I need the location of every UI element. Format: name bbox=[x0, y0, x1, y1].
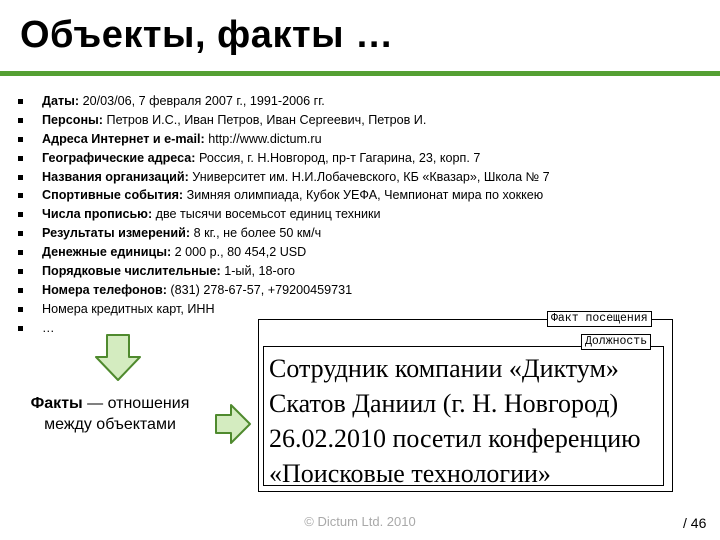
title-divider bbox=[0, 71, 720, 76]
list-item bbox=[18, 300, 550, 319]
item-label: Даты: bbox=[42, 94, 80, 108]
item-label: Порядковые числительные: bbox=[42, 264, 221, 279]
item-label: Спортивные события: bbox=[42, 188, 184, 203]
bullet-icon bbox=[18, 212, 23, 217]
caption-rest: — отношения между объектами bbox=[44, 395, 190, 433]
bullet-icon bbox=[18, 99, 23, 104]
list-item bbox=[18, 243, 550, 262]
item-text: две тысячи восемьсот единиц техники bbox=[152, 207, 381, 222]
item-text: 1-ый, 18-ого bbox=[220, 264, 296, 279]
example-sentence bbox=[269, 351, 641, 491]
footer-copyright: © Dictum Ltd. 2010 bbox=[304, 514, 416, 529]
bullet-icon bbox=[18, 137, 23, 142]
facts-list bbox=[18, 92, 550, 338]
item-text: … bbox=[42, 320, 55, 335]
item-label: Географические адреса: bbox=[42, 150, 196, 165]
example-line: 26.02.2010 посетил конференцию bbox=[269, 424, 641, 453]
list-item bbox=[18, 168, 550, 187]
list-item bbox=[18, 111, 550, 130]
example-line: «Поисковые технологии» bbox=[269, 459, 551, 488]
bullet-icon bbox=[18, 250, 23, 255]
item-label: Персоны: bbox=[42, 112, 104, 127]
item-text: (831) 278-67-57, +79200459731 bbox=[166, 282, 353, 297]
slide-title: Объекты, факты … bbox=[20, 14, 394, 56]
caption-bold: Факты bbox=[30, 395, 83, 412]
tag-role: Должность bbox=[581, 334, 651, 350]
example-line: Сотрудник компании «Диктум» bbox=[269, 354, 619, 383]
example-line: Скатов Даниил (г. Н. Новгород) bbox=[269, 389, 619, 418]
bullet-icon bbox=[18, 156, 23, 161]
item-text: Университет им. Н.И.Лобачевского, КБ «Квазар», Школа № 7 bbox=[188, 169, 550, 184]
item-text: 20/03/06, 7 февраля 2007 г., 1991-2006 гг. bbox=[79, 94, 325, 108]
bullet-icon bbox=[18, 118, 23, 123]
tag-visit-fact: Факт посещения bbox=[547, 311, 652, 327]
item-text: Петров И.С., Иван Петров, Иван Сергеевич, Петров И. bbox=[103, 112, 427, 127]
list-item bbox=[18, 205, 550, 224]
bullet-icon bbox=[18, 269, 23, 274]
list-item bbox=[18, 130, 550, 149]
item-text: 8 кг., не более 50 км/ч bbox=[190, 226, 322, 241]
item-text: Номера кредитных карт, ИНН bbox=[42, 301, 215, 316]
item-label: Числа прописью: bbox=[42, 207, 153, 222]
item-label: Результаты измерений: bbox=[42, 226, 191, 241]
item-label: Адреса Интернет и e-mail: bbox=[42, 131, 205, 146]
bullet-icon bbox=[18, 175, 23, 180]
arrow-right-icon bbox=[214, 402, 252, 446]
list-item bbox=[18, 262, 550, 281]
list-item bbox=[18, 92, 550, 111]
facts-caption bbox=[20, 393, 200, 435]
bullet-icon bbox=[18, 326, 23, 331]
bullet-icon bbox=[18, 288, 23, 293]
item-text: 2 000 р., 80 454,2 USD bbox=[171, 245, 307, 260]
list-item bbox=[18, 281, 550, 300]
item-label: Номера телефонов: bbox=[42, 282, 167, 297]
bullet-icon bbox=[18, 193, 23, 198]
item-label: Названия организаций: bbox=[42, 169, 189, 184]
bullet-icon bbox=[18, 307, 23, 312]
list-item bbox=[18, 186, 550, 205]
item-text: http://www.dictum.ru bbox=[204, 131, 322, 146]
list-item bbox=[18, 149, 550, 168]
arrow-down-icon bbox=[93, 333, 143, 383]
list-item bbox=[18, 224, 550, 243]
item-text: Россия, г. Н.Новгород, пр-т Гагарина, 23, корп. 7 bbox=[195, 150, 481, 165]
item-text: Зимняя олимпиада, Кубок УЕФА, Чемпионат мира по хоккею bbox=[183, 188, 544, 203]
page-number: / 46 bbox=[683, 515, 707, 531]
item-label: Денежные единицы: bbox=[42, 245, 172, 260]
bullet-icon bbox=[18, 231, 23, 236]
